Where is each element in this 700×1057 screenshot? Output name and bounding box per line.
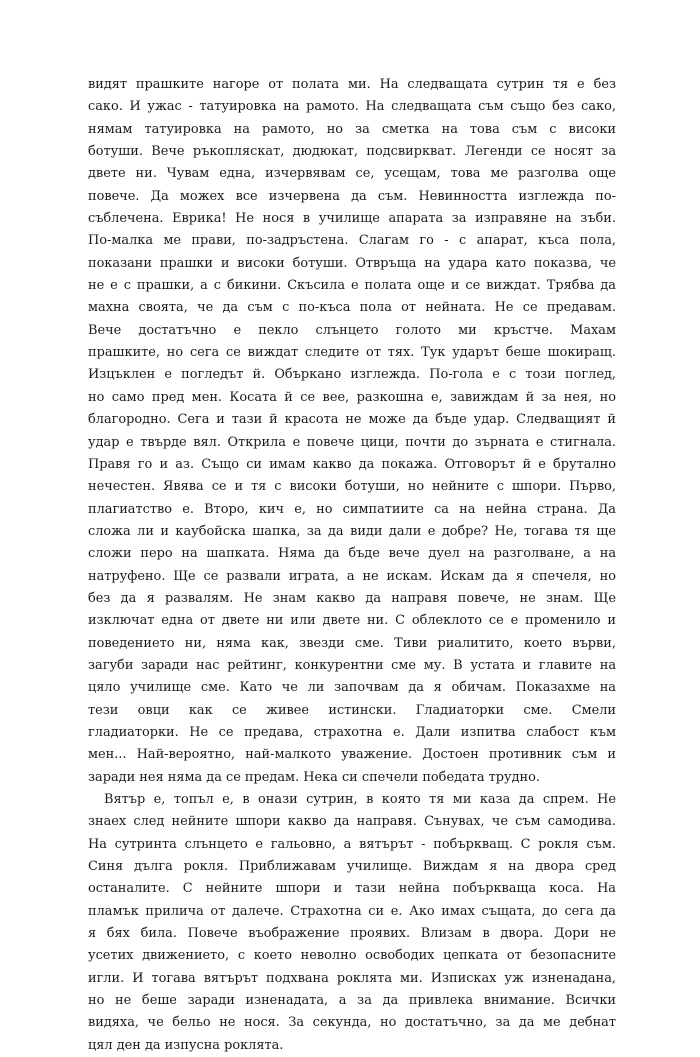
text-line: сложи перо на шапката. Няма да бъде вече дуел на разголване, а на — [88, 546, 616, 562]
text-line: пламък прилича от далече. Страхотна си е. Ако имах същата, до сега да — [88, 903, 616, 919]
text-line: без да я развалям. Не знам какво да направя повече, не знам. Ще — [88, 590, 616, 606]
text-line: усетих движението, с което неволно освободих цепката от безопасните — [88, 948, 616, 964]
text-line: гладиаторки. Не се предава, страхотна е. Дали изпитва слабост към — [88, 724, 616, 740]
paragraph-2 — [88, 789, 616, 1057]
text-line: не е с прашки, а с бикини. Скъсила е полата още и се виждат. Трябва да — [88, 278, 616, 294]
text-line: загуби заради нас рейтинг, конкурентни сме му. В устата и главите на — [88, 657, 616, 673]
text-line: но не беше заради изненадата, а за да привлека внимание. Всички — [88, 993, 616, 1009]
text-line: тези овци как се живее истински. Гладиаторки сме. Смели — [88, 702, 616, 718]
text-line: съблечена. Еврика! Не нося в училище апарата за изправяне на зъби. — [88, 211, 616, 227]
text-line: нечестен. Явява се и тя с високи ботуши, но нейните с шпори. Първо, — [88, 479, 616, 495]
text-line: цяло училище сме. Като че ли започвам да я обичам. Показахме на — [88, 680, 616, 696]
text-line: показани прашки и високи ботуши. Отвръща на удара като показва, че — [88, 255, 616, 271]
text-line: Вече достатъчно е пекло слънцето голото ми кръстче. Махам — [88, 322, 616, 338]
text-line: сложа ли и каубойска шапка, за да види дали е добре? Не, тогава тя ще — [88, 523, 616, 539]
text-line: плагиатство е. Второ, кич е, но симпатиите са на нейна страна. Да — [88, 501, 616, 517]
text-line: поведението ни, няма как, звезди сме. Тиви риалитито, което върви, — [88, 635, 616, 651]
text-line: ботуши. Вече ръкопляскат, дюдюкат, подсвиркват. Легенди се носят за — [88, 144, 616, 160]
paragraph-1 — [88, 74, 616, 789]
text-line: прашките, но сега се виждат следите от тях. Тук ударът беше шокиращ. — [88, 345, 616, 361]
text-line: я бях била. Повече въображение проявих. Влизам в двора. Дори не — [88, 926, 616, 942]
text-line: мен... Най-вероятно, най-малкото уважение. Достоен противник съм и — [88, 747, 616, 763]
text-line: видяха, че бельо не нося. За секунда, но достатъчно, за да ме дебнат — [88, 1015, 616, 1031]
text-line: сако. И ужас - татуировка на рамото. На следващата съм също без сако, — [88, 99, 616, 115]
text-line: Правя го и аз. Също си имам какво да покажа. Отговорът й е брутално — [88, 456, 616, 472]
text-line: По-малка ме прави, по-задръстена. Слагам го - с апарат, къса пола, — [88, 233, 616, 249]
text-line: Синя дълга рокля. Приближавам училище. Виждам я на двора сред — [88, 859, 616, 875]
text-line: повече. Да можех все изчервена да съм. Невинността изглежда по- — [88, 188, 616, 204]
text-line: нямам татуировка на рамото, но за сметка на това съм с високи — [88, 121, 616, 137]
text-line: останалите. С нейните шпори и тази нейна побъркваща коса. На — [88, 881, 616, 897]
text-line: благородно. Сега и тази й красота не може да бъде удар. Следващият й — [88, 412, 616, 428]
text-line: но само пред мен. Косата й се вее, разкошна е, завиждам й за нея, но — [88, 389, 616, 405]
text-line: цял ден да изпусна роклята. — [88, 1037, 284, 1053]
text-line: знаех след нейните шпори какво да направя. Сънувах, че съм самодива. — [88, 814, 616, 830]
text-line: Изцъклен е погледът й. Объркано изглежда. По-гола е с този поглед, — [88, 367, 616, 383]
text-line: натруфено. Ще се развали играта, а не искам. Искам да я спечеля, но — [88, 568, 616, 584]
body-text — [88, 74, 616, 1057]
text-line: двете ни. Чувам една, изчервявам се, усещам, това ме разголва още — [88, 166, 616, 182]
text-line: Вятър е, топъл е, в онази сутрин, в която тя ми каза да спрем. Не — [104, 792, 616, 807]
text-line: На сутринта слънцето е гальовно, а вятърът - побъркващ. С рокля съм. — [88, 836, 616, 852]
text-line: заради нея няма да се предам. Нека си спечели победата трудно. — [88, 769, 540, 785]
text-line: удар е твърде вял. Открила е повече цици, почти до зърната е стигнала. — [88, 434, 616, 450]
text-line: махна своята, че да съм с по-къса пола от нейната. Не се предавам. — [88, 300, 616, 316]
text-line: видят прашките нагоре от полата ми. На следващата сутрин тя е без — [88, 77, 616, 92]
text-line: игли. И тогава вятърът подхвана роклята ми. Изписках уж изненадана, — [88, 970, 616, 986]
text-line: изключат една от двете ни или двете ни. С облеклото се е променило и — [88, 613, 616, 629]
